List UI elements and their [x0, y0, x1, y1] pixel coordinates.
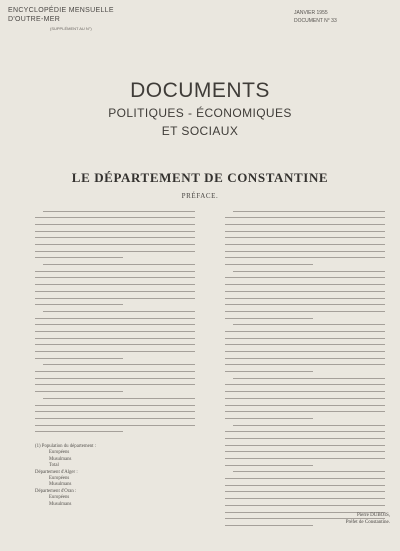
illegible-text-line — [225, 331, 385, 337]
illegible-text-line — [43, 398, 195, 404]
table-row-label: Département d'Alger : — [35, 469, 78, 475]
illegible-text-line — [225, 485, 385, 491]
illegible-text-line — [35, 331, 195, 337]
illegible-text-line — [233, 324, 385, 330]
table-row-label: Européens — [49, 495, 70, 501]
publication-title-line1: ENCYCLOPÉDIE MENSUELLE — [8, 7, 114, 14]
illegible-text-line — [225, 411, 385, 417]
illegible-text-line — [225, 391, 385, 397]
illegible-text-line — [225, 244, 385, 250]
illegible-text-line — [35, 358, 123, 364]
signatory-name: Pierre DUBOIS, — [356, 513, 390, 518]
subtitle-line1: POLITIQUES - ÉCONOMIQUES — [108, 106, 292, 120]
illegible-text-line — [43, 264, 195, 270]
illegible-text-line — [225, 338, 385, 344]
body-text-left-column — [35, 210, 195, 437]
illegible-text-line — [225, 498, 385, 504]
illegible-text-line — [225, 451, 385, 457]
signature-block — [240, 512, 390, 526]
illegible-text-line — [35, 378, 195, 384]
illegible-text-line — [225, 445, 385, 451]
illegible-text-line — [225, 398, 385, 404]
illegible-text-line — [35, 284, 195, 290]
illegible-text-line — [35, 318, 195, 324]
illegible-text-line — [225, 237, 385, 243]
illegible-text-line — [225, 384, 385, 390]
subtitle-line2: ET SOCIAUX — [161, 124, 239, 138]
illegible-text-line — [35, 344, 195, 350]
illegible-text-line — [225, 231, 385, 237]
illegible-text-line — [35, 231, 195, 237]
illegible-text-line — [225, 284, 385, 290]
illegible-text-line — [233, 211, 385, 217]
illegible-text-line — [35, 217, 195, 223]
illegible-text-line — [35, 257, 123, 263]
illegible-text-line — [233, 425, 385, 431]
illegible-text-line — [225, 318, 313, 324]
document-number: DOCUMENT N° 33 — [294, 18, 337, 24]
illegible-text-line — [225, 465, 313, 471]
table-row-label: Européens — [49, 476, 70, 482]
table-row-label: Musulmans — [49, 482, 72, 488]
supplement-note: (SUPPLÉMENT AU N°) — [50, 26, 92, 31]
illegible-text-line — [225, 505, 385, 511]
illegible-text-line — [225, 304, 385, 310]
illegible-text-line — [225, 438, 385, 444]
illegible-text-line — [35, 291, 195, 297]
illegible-text-line — [35, 391, 123, 397]
illegible-text-line — [35, 384, 195, 390]
section-heading: PRÉFACE. — [181, 192, 219, 200]
article-title: LE DÉPARTEMENT DE CONSTANTINE — [71, 170, 329, 185]
illegible-text-line — [225, 311, 385, 317]
illegible-text-line — [225, 351, 385, 357]
body-text-right-column — [225, 210, 385, 531]
illegible-text-line — [43, 211, 195, 217]
population-table — [35, 444, 195, 508]
illegible-text-line — [225, 291, 385, 297]
illegible-text-line — [225, 251, 385, 257]
illegible-text-line — [225, 491, 385, 497]
main-title: DOCUMENTS — [130, 79, 270, 102]
illegible-text-line — [225, 458, 385, 464]
illegible-text-line — [35, 304, 123, 310]
illegible-text-line — [35, 351, 195, 357]
illegible-text-line — [233, 378, 385, 384]
publication-header — [8, 6, 114, 24]
illegible-text-line — [225, 478, 385, 484]
table-row — [35, 502, 195, 508]
issue-date: JANVIER 1955 — [294, 10, 328, 16]
illegible-text-line — [233, 271, 385, 277]
illegible-text-line — [225, 364, 385, 370]
illegible-text-line — [225, 418, 313, 424]
illegible-text-line — [35, 244, 195, 250]
illegible-text-line — [35, 338, 195, 344]
illegible-text-line — [35, 224, 195, 230]
illegible-text-line — [43, 311, 195, 317]
illegible-text-line — [225, 277, 385, 283]
table-row-label: Total — [49, 463, 59, 469]
illegible-text-line — [225, 344, 385, 350]
illegible-text-line — [35, 324, 195, 330]
illegible-text-line — [225, 264, 313, 270]
illegible-text-line — [225, 257, 385, 263]
illegible-text-line — [233, 471, 385, 477]
illegible-text-line — [225, 298, 385, 304]
table-row-label: Musulmans — [49, 501, 72, 507]
illegible-text-line — [35, 405, 195, 411]
publication-title-line2: D'OUTRE-MER — [8, 16, 61, 23]
illegible-text-line — [225, 217, 385, 223]
illegible-text-line — [35, 298, 195, 304]
illegible-text-line — [35, 237, 195, 243]
illegible-text-line — [225, 431, 385, 437]
table-row-label: (1) Population du département : — [35, 444, 97, 449]
illegible-text-line — [35, 418, 195, 424]
illegible-text-line — [225, 358, 385, 364]
table-row-label: Département d'Oran : — [35, 488, 77, 494]
illegible-text-line — [225, 371, 313, 377]
illegible-text-line — [225, 405, 385, 411]
illegible-text-line — [35, 371, 195, 377]
table-row-label: Européens — [49, 450, 70, 456]
illegible-text-line — [35, 431, 123, 437]
table-row-label: Musulmans — [49, 456, 72, 462]
illegible-text-line — [35, 277, 195, 283]
illegible-text-line — [35, 271, 195, 277]
signatory-role: Préfet de Constantine. — [345, 520, 390, 525]
illegible-text-line — [43, 364, 195, 370]
illegible-text-line — [225, 224, 385, 230]
illegible-text-line — [35, 251, 195, 257]
illegible-text-line — [35, 411, 195, 417]
illegible-text-line — [35, 425, 195, 431]
